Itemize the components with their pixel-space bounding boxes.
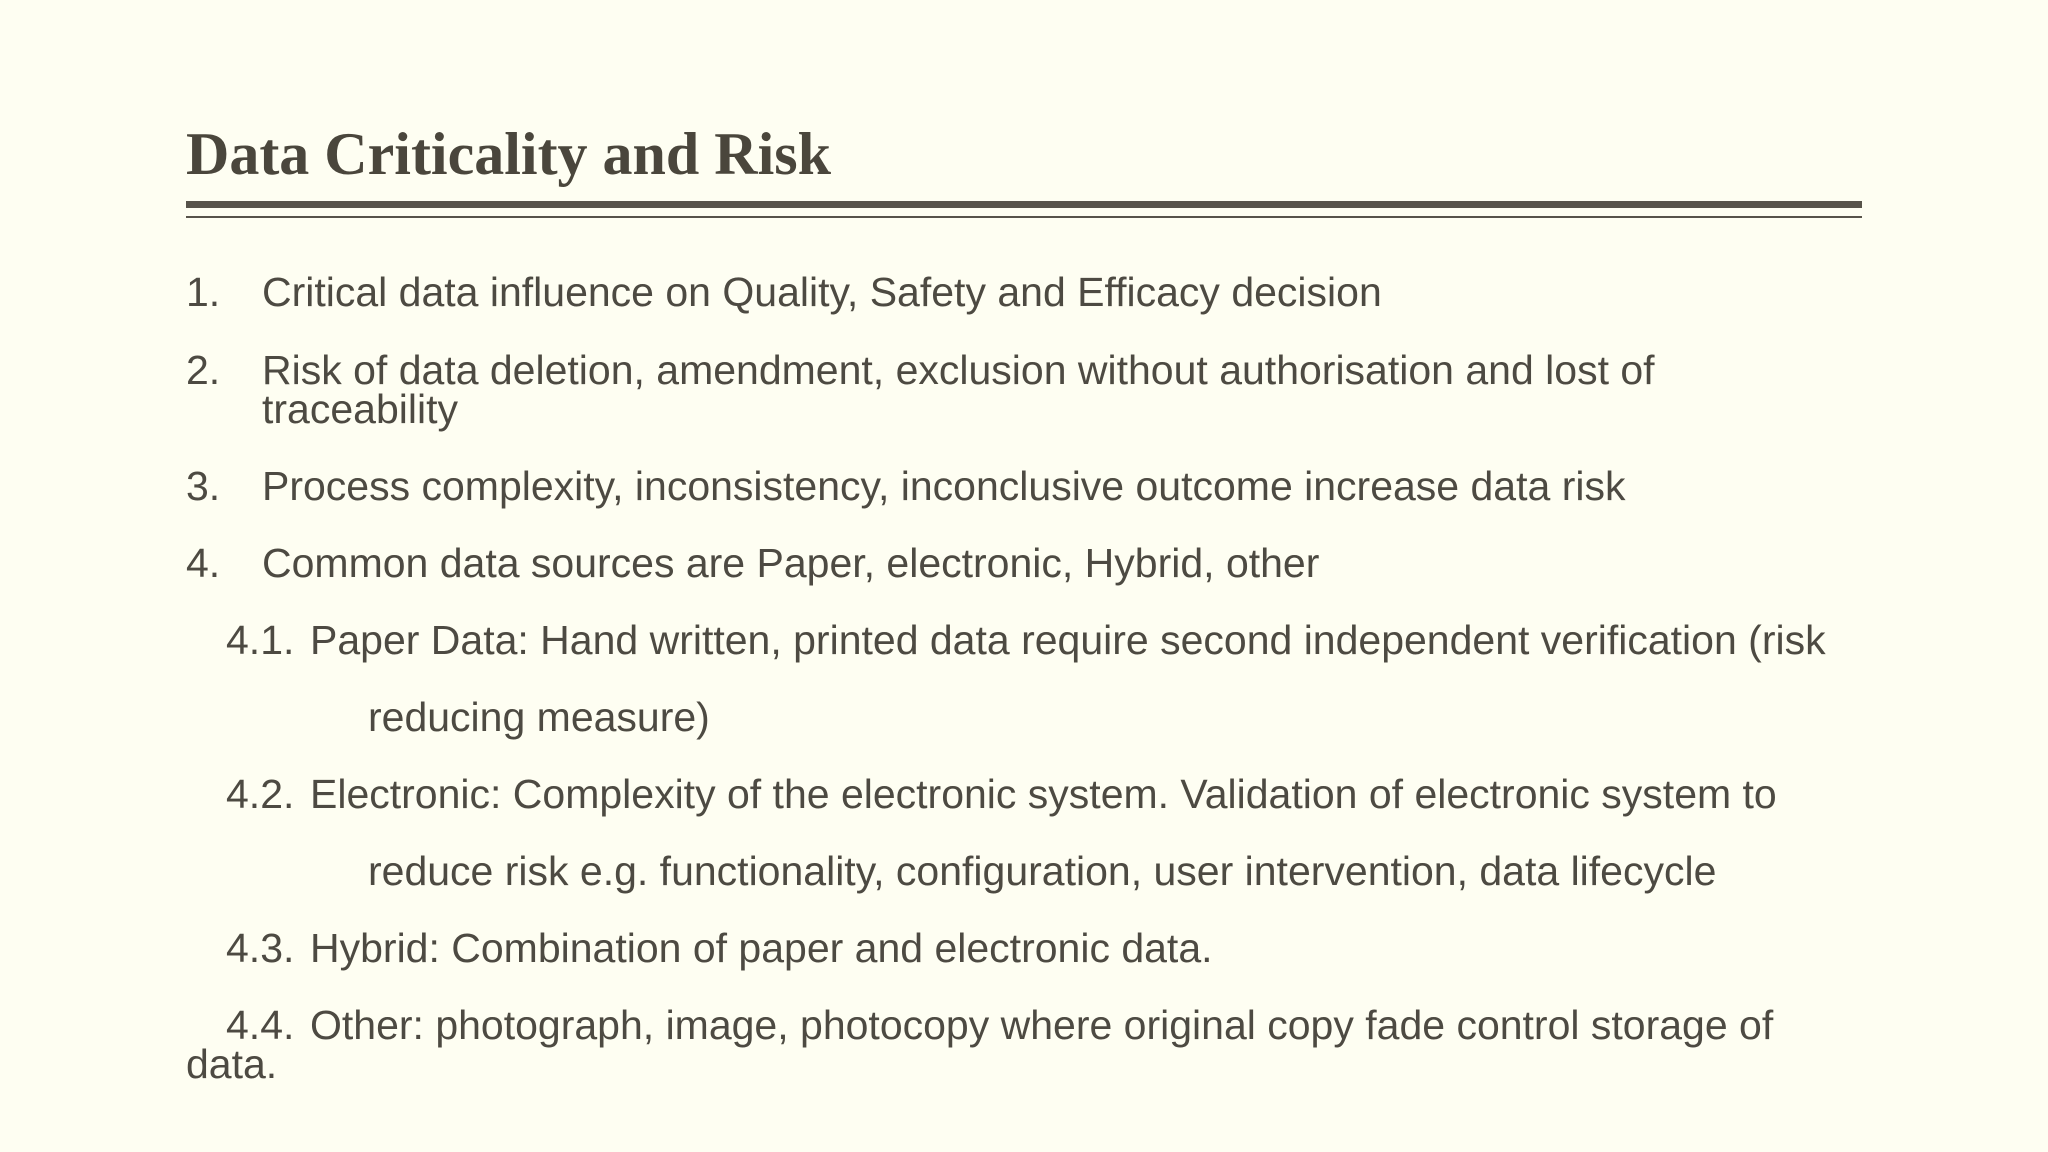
sublist-item-text: Hybrid: Combination of paper and electronic data.: [310, 925, 1213, 971]
slide-title: Data Criticality and Risk: [186, 121, 831, 187]
list-item-4: [186, 540, 1320, 586]
sublist-item-4-2-continuation: reduce risk e.g. functionality, configuration, user intervention, data lifecycle: [368, 848, 1717, 894]
list-item-2: [186, 347, 1655, 393]
list-item-text: Critical data influence on Quality, Safety and Efficacy decision: [262, 269, 1382, 315]
list-item-2-continuation: traceability: [262, 386, 458, 432]
list-item-number: 1.: [186, 269, 221, 315]
list-item-number: 4.: [186, 540, 221, 586]
sublist-item-4-1-continuation: reducing measure): [368, 694, 710, 740]
list-item-text: Common data sources are Paper, electronic, Hybrid, other: [262, 540, 1320, 586]
list-item-number: 2.: [186, 347, 221, 393]
sublist-item-number: 4.3.: [226, 925, 295, 971]
sublist-item-4-4: [226, 1002, 1774, 1048]
title-rule-thin: [186, 216, 1862, 218]
title-rule-thick: [186, 201, 1862, 208]
list-item-number: 3.: [186, 463, 221, 509]
sublist-item-number: 4.4.: [226, 1002, 295, 1048]
sublist-item-4-1: [226, 617, 1826, 663]
sublist-item-text: Paper Data: Hand written, printed data require second independent verification (risk: [310, 617, 1826, 663]
list-item-text: Risk of data deletion, amendment, exclusion without authorisation and lost of: [262, 347, 1655, 393]
sublist-item-text: Other: photograph, image, photocopy where original copy fade control storage of: [310, 1002, 1774, 1048]
list-item-1: [186, 269, 1382, 315]
sublist-item-number: 4.2.: [226, 771, 295, 817]
list-item-3: [186, 463, 1626, 509]
sublist-item-number: 4.1.: [226, 617, 295, 663]
sublist-item-4-4-continuation: data.: [186, 1041, 278, 1087]
sublist-item-4-3: [226, 925, 1213, 971]
sublist-item-text: Electronic: Complexity of the electronic system. Validation of electronic system to: [310, 771, 1777, 817]
sublist-item-4-2: [226, 771, 1777, 817]
list-item-text: Process complexity, inconsistency, inconclusive outcome increase data risk: [262, 463, 1626, 509]
